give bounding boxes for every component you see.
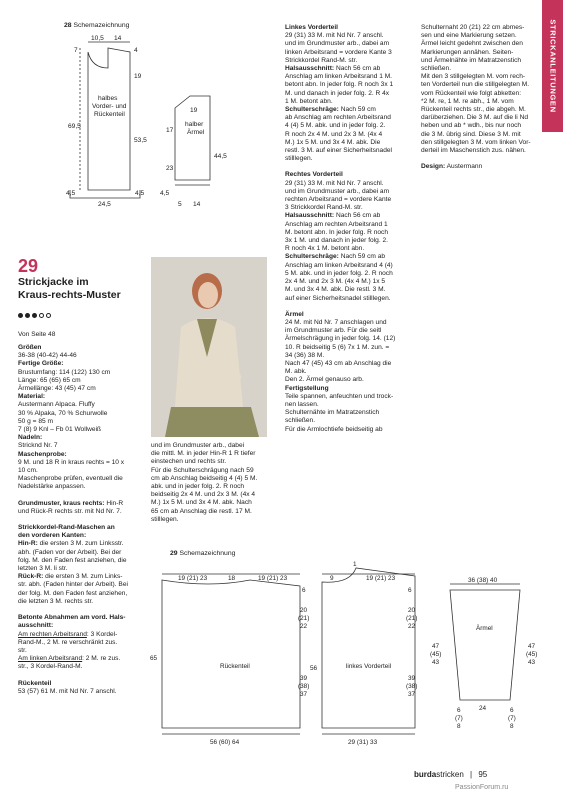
text-line: Rückenteil rechts str., die abgeh. M. (421, 106, 526, 114)
dim-sleeve-4-5: 4,5 (160, 190, 170, 197)
design-label: Design: (421, 163, 446, 171)
text-line: Ärmelschrägung in jeder folg. 14. (12) (285, 335, 396, 343)
text-line: derteil im Maschenstich zus. nähen. (421, 147, 526, 155)
text-line: str., 3 Kordel-Rand-M. (18, 663, 83, 671)
dim-sleeve-bottom-left: 8 (457, 723, 461, 730)
heading-gauge: Maschenprobe: (18, 450, 67, 458)
difficulty-dot-filled (18, 313, 23, 318)
text-line: letzten 3 M. li str. (18, 565, 68, 573)
text-line: Nadelstärke anpassen. (18, 483, 86, 491)
text-line: M.) 1x 5 M. und 3x 4 M. abk. Nach (151, 499, 252, 507)
text-span: Nach 56 cm ab (334, 65, 381, 73)
text-line: schließen. (421, 65, 452, 73)
text-line: heben und ab * wdh., bis nur noch (421, 122, 522, 130)
text-line: *2 M. re, 1 M. re abh., 1 M. vom (421, 97, 514, 105)
schema-label: Schemazeichnung (179, 550, 236, 557)
sizes-text: 36-38 (40-42) 44-46 (18, 352, 77, 360)
text-line: Anschlag am linken Arbeitsrand 1 M. (285, 73, 393, 81)
dim-sleeve-bottom-left: (7) (455, 715, 463, 722)
text-line: der folg. M. den Faden fest anziehen, (18, 589, 128, 597)
heading-sleeve: Ärmel (285, 310, 304, 318)
dim-front-bottom: 29 (31) 33 (348, 739, 378, 746)
dim-sleeve-17: 17 (166, 127, 174, 134)
schema-number: 29 (170, 550, 178, 557)
dim-14: 14 (114, 35, 122, 42)
piece-name-left-front: linkes Vorderteil (346, 663, 392, 670)
dim-69-5: 69,5 (68, 123, 81, 130)
text-line: Für die Armlochtiefe beidseitig ab (285, 425, 383, 433)
text-line: Den 2. Ärmel genauso arb. (285, 376, 364, 384)
dim-sleeve-top: 36 (38) 40 (468, 577, 498, 584)
text-line: Brustumfang: 114 (122) 130 cm (18, 368, 111, 376)
text-line: abh. (Faden vor der Arbeit). Bei der (18, 548, 122, 556)
heading-sizes: Größen (18, 344, 42, 351)
text-line: sen und eine Markierung setzen. (421, 32, 517, 40)
text-span: Nach 56 cm ab (334, 212, 381, 220)
text-line: und Rück-R rechts str. mit Nd Nr. 7. (18, 507, 122, 515)
text-line: Länge: 65 (65) 65 cm (18, 376, 81, 384)
text-line: den stillgelegten 3 M. vom linken Vor- (421, 138, 531, 146)
dim-sleeve-left: 47 (432, 643, 440, 650)
dim-front-side: 20 (408, 607, 416, 614)
text-line: Rand-M., 2 M. re verschränkt zus. (18, 638, 118, 646)
page-number: 95 (478, 770, 488, 779)
text-line: Stricknd Nr. 7 (18, 442, 58, 450)
text-line: R noch 2x 4 M. und 2x 3 M. (4x 4 (285, 130, 383, 138)
text-line: betont abn. In jeder folg. R noch 3x 1 (285, 81, 394, 89)
pattern-header (18, 256, 140, 339)
text-line: und im Grundmuster arb., dabei am (285, 40, 390, 48)
dim-back-lower: (38) (298, 683, 310, 690)
text-line: darüberziehen. Die 3 M. auf die li Nd (421, 114, 529, 122)
part-label-line: halbes (98, 95, 118, 102)
dim-sleeve-44-5: 44,5 (214, 153, 227, 160)
text-line: und im Grundmuster arb., dabei (151, 442, 245, 449)
part-label-line: halber (185, 121, 204, 128)
dim-sleeve-right: 47 (528, 643, 536, 650)
photo-illustration (151, 257, 267, 437)
heading-basic-pattern: Grundmuster, kraus rechts: (18, 499, 105, 507)
text-line: 29 (31) 33 M. mit Nd Nr. 7 anschl. (285, 32, 384, 40)
dim-sleeve-5: 5 (178, 201, 182, 208)
part-label-line: Rückenteil (94, 111, 125, 118)
dim-sleeve-right: (45) (526, 651, 538, 658)
dim-back-side: (21) (298, 615, 310, 622)
difficulty-dot-filled (32, 313, 37, 318)
text-line: Markierungen annähen. Seiten- (421, 48, 514, 56)
schema-29-title (170, 550, 235, 557)
dim-sleeve-19: 19 (190, 107, 198, 114)
text-line: 24 M. mit Nd Nr. 7 anschlagen und (285, 318, 387, 326)
dim-sleeve-left: 43 (432, 659, 440, 666)
text-line: und im Grundmuster arb., dabei am (285, 187, 390, 195)
part-label-line: Ärmel (187, 129, 205, 136)
dim-front-side: (21) (406, 615, 418, 622)
heading-cord-edge: den vorderen Kanten: (18, 532, 87, 540)
text-line: auf einer Sicherheitsnadel stilllegen. (285, 294, 391, 302)
dim-sleeve-14: 14 (193, 201, 201, 208)
text-line: 29 (31) 33 M. mit Nd Nr. 7 anschl. (285, 179, 384, 187)
text-line: die letzten 3 M. rechts str. (18, 597, 94, 605)
difficulty-dot-empty (46, 313, 51, 318)
dim-front-9: 9 (330, 575, 334, 582)
text-span: Nach 59 cm ab (338, 253, 386, 261)
text-line: rechten Arbeitsrand = vordere Kante (285, 196, 392, 204)
text-line: 3 Strickkordel Rand-M. str. (285, 204, 363, 212)
dim-4-5-left: 4,5 (66, 190, 76, 197)
dim-back-side: 22 (300, 623, 308, 630)
pattern-title-line2: Kraus-rechts-Muster (18, 289, 121, 301)
text-line: M. abk. (285, 368, 307, 376)
text-line: ten Vorderteil nun die stillgelegten M. (421, 81, 530, 89)
heading-back: Rückenteil (18, 679, 52, 687)
text-line: Ärmel leicht gedehnt zwischen den (421, 40, 523, 48)
schema-number: 28 (64, 22, 72, 29)
dim-front-1: 1 (353, 561, 357, 568)
label-right-side-row: Hin-R: (18, 540, 38, 548)
dim-front-lower: 39 (408, 675, 416, 682)
heading-left-front: Linkes Vorderteil (285, 24, 339, 31)
dim-24-5: 24,5 (98, 201, 111, 208)
text-line: 10. R beidseitig 5 (6) 7x 1 M. zun. = (285, 343, 390, 351)
schema-28-title (64, 22, 129, 29)
text-line: Teile spannen, anfeuchten und trock- (285, 392, 394, 400)
text-line: M. und danach in jeder folg. 2. R 4x (285, 89, 390, 97)
model-photo (151, 257, 267, 437)
section-tab (542, 0, 563, 132)
left-front-outline (322, 568, 418, 728)
dim-back-lower: 39 (300, 675, 308, 682)
label-right-edge: Am rechten Arbeitsrand (18, 630, 87, 638)
label-neckline: Halsausschnitt: (285, 65, 335, 73)
difficulty-dot-empty (39, 313, 44, 318)
text-line: schließen. (285, 417, 316, 425)
text-line: einstechen und rechts str. (151, 458, 227, 466)
text-line: 53 (57) 61 M. mit Nd Nr. 7 anschl. (18, 687, 117, 695)
dim-7: 7 (74, 47, 78, 54)
dim-sleeve-bottom-right: 6 (510, 707, 514, 714)
text-span: die ersten 3 M. zum Links- (43, 573, 123, 581)
text-line: restl. 3 M. auf einer Sicherheitsnadel (285, 147, 393, 155)
column-3 (285, 24, 413, 434)
text-line: Schulternähte im Matratzenstich (285, 409, 380, 417)
dim-sleeve-bottom-left: 6 (457, 707, 461, 714)
text-span: : 3 Kordel- (86, 630, 118, 638)
dim-back-65: 65 (150, 655, 158, 662)
dim-sleeve-bottom-middle: 24 (479, 705, 487, 712)
text-line: Anschlag am linken Arbeitsrand 4 (4) (285, 261, 393, 269)
text-line: cm ab Anschlag beidseitig 4 (4) 5 M. (151, 474, 258, 482)
text-line: Anschlag am rechten Arbeitsrand 1 (285, 220, 388, 228)
text-line: M. und 3x 4 M. abk. Die restl. 3 M. (285, 286, 386, 294)
dim-back-bottom: 56 (60) 64 (210, 739, 240, 746)
text-line: str. abh. (Faden hinter der Arbeit). Bei (18, 581, 128, 589)
piece-name-back: Rückenteil (220, 663, 250, 670)
text-line: Maschenprobe prüfen, eventuell die (18, 475, 123, 483)
text-line: Strickkordel Rand-M. str. (285, 56, 358, 64)
text-line: 30 % Alpaka, 70 % Schurwolle (18, 409, 108, 417)
text-line: ab Anschlag am rechten Arbeitsrand (285, 114, 391, 122)
schema-28-drawing (40, 30, 250, 220)
heading-right-front: Rechtes Vorderteil (285, 171, 343, 179)
dim-back-6: 6 (302, 587, 306, 594)
text-span: : 2 M. re zus. (82, 655, 121, 663)
brand-bold: burda (414, 770, 437, 779)
text-span: Hin-R (104, 499, 124, 507)
text-line: die 3 M. übrig sind. Diese 3 M. mit (421, 130, 521, 138)
text-line: die mittl. M. in jeder Hin-R 1 R tiefer (151, 450, 256, 458)
schema-label: Schemazeichnung (73, 22, 130, 29)
text-line: 65 cm ab Anschlag die restl. 17 M. (151, 507, 252, 515)
text-line: Nach 47 (45) 43 cm ab Anschlag die (285, 359, 392, 367)
text-line: linken Arbeitsrand = vordere Kante 3 (285, 48, 392, 56)
label-wrong-side-row: Rück-R: (18, 573, 44, 581)
column-1 (18, 344, 146, 696)
text-line: 2x 4 M. und 2x 3 M. (4x 4 M.) 1x 5 (285, 278, 386, 286)
label-shoulder: Schulterschräge: (285, 253, 339, 261)
page-reference: Von Seite 48 (18, 331, 56, 338)
heading-needles: Nadeln: (18, 434, 43, 442)
dim-sleeve-left: (45) (430, 651, 442, 658)
dim-front-lower: 37 (408, 691, 416, 698)
text-line: Für die Schulterschrägung nach 59 (151, 466, 254, 474)
text-line: M.) 1x 5 M. und 3x 4 M. abk. Die (285, 138, 381, 146)
text-line: nen lassen. (285, 400, 319, 408)
heading-decreases: Betonte Abnahmen am vord. Hals- (18, 614, 126, 622)
label-neckline: Halsausschnitt: (285, 212, 335, 220)
pattern-title-line1: Strickjacke im (18, 276, 89, 288)
text-line: folg. M. den Faden fest anziehen, die (18, 556, 127, 564)
brand-name: stricken (436, 770, 464, 779)
text-line: 10 cm. (18, 467, 38, 475)
text-line: Ärmellänge: 43 (45) 47 cm (18, 385, 96, 393)
text-line: und Ärmelnähte im Matratzenstich (421, 56, 522, 64)
text-line: abk. und in jeder folg. 2. R noch (151, 483, 245, 491)
dim-front-top: 19 (21) 23 (366, 575, 396, 582)
dim-19: 19 (134, 73, 142, 80)
designer-name: Austermann (445, 163, 483, 171)
text-line: beidseitig 2x 4 M. und 2x 3 M. (4x 4 (151, 491, 256, 499)
column-4 (421, 24, 539, 171)
text-line: Schulternaht 20 (21) 22 cm abmes- (421, 24, 525, 31)
dim-back-top-right: 19 (21) 23 (258, 575, 288, 582)
heading-cord-edge: Strickkordel-Rand-Maschen an (18, 524, 115, 532)
label-left-edge: Am linken Arbeitsrand (18, 655, 83, 663)
dim-sleeve-23: 23 (166, 165, 174, 172)
watermark: PassionForum.ru (455, 784, 509, 791)
sleeve-outline-29 (450, 590, 520, 700)
heading-decreases: ausschnitt: (18, 622, 54, 630)
text-line: 5 M. abk. und in jeder folg. 2. R noch (285, 269, 393, 277)
dim-front-lower: (38) (406, 683, 418, 690)
heading-material: Material: (18, 393, 46, 401)
text-line: vom Rückenteil wie folgt abketten: (421, 89, 522, 97)
heading-finished-size: Fertige Größe: (18, 360, 64, 368)
dim-front-56: 56 (310, 665, 318, 672)
heading-finishing: Fertigstellung (285, 384, 329, 392)
text-line: stilllegen. (285, 155, 313, 163)
text-line: 9 M. und 18 R in kraus rechts = 10 x (18, 458, 125, 466)
dim-front-side: 22 (408, 623, 416, 630)
text-span: Nach 59 cm (338, 106, 376, 114)
text-line: R noch 4x 1 M. betont abn. (285, 245, 365, 253)
front-outline (88, 48, 130, 190)
pattern-number: 29 (18, 256, 39, 276)
dim-53-5: 53,5 (134, 137, 147, 144)
dim-sleeve-bottom-right: (7) (508, 715, 516, 722)
part-label-line: Vorder- und (92, 103, 127, 110)
text-line: stilllegen. (151, 515, 179, 523)
dim-sleeve-bottom-right: 8 (510, 723, 514, 730)
section-tab-label: STRICKANLEITUNGEN (548, 19, 557, 113)
dim-back-lower: 37 (300, 691, 308, 698)
difficulty-rating (18, 307, 140, 325)
back-outline (162, 580, 300, 728)
text-line: Austermann Alpaca. Fluffy (18, 401, 95, 409)
text-line: im Grundmuster arb. Für die seitl (285, 327, 382, 335)
dim-4-5-right: 4,5 (135, 190, 145, 197)
schema-29-drawing (150, 560, 550, 750)
text-line: 50 g = 85 m (18, 417, 54, 425)
label-shoulder: Schulterschräge: (285, 106, 339, 114)
page-footer: burdastricken | 95 (414, 770, 488, 779)
text-line: 1 M. betont abn. (285, 97, 333, 105)
dim-back-side: 20 (300, 607, 308, 614)
dim-4: 4 (134, 47, 138, 54)
dim-back-top-middle: 18 (228, 575, 236, 582)
dim-back-top-left: 19 (21) 23 (178, 575, 208, 582)
text-line: 4 (4) 5 M. abk. und in jeder folg. 2. (285, 122, 386, 130)
column-2 (151, 442, 271, 524)
dim-sleeve-right: 43 (528, 659, 536, 666)
text-line: M. betont abn. In jeder folg. R noch (285, 228, 388, 236)
text-line: 3x 1 M. und danach in jeder folg. 2. (285, 237, 389, 245)
difficulty-dot-filled (25, 313, 30, 318)
text-line: 7 (8) 9 Knl – Fb 01 Wollweiß (18, 426, 102, 434)
piece-name-sleeve: Ärmel (476, 625, 493, 632)
text-line: Mit den 3 stillgelegten M. vom rech- (421, 73, 526, 81)
dim-front-6: 6 (408, 587, 412, 594)
dim-neck: 10,5 (91, 35, 104, 42)
text-line: 34 (36) 38 M. (285, 351, 325, 359)
text-span: die ersten 3 M. zum Linksstr. (37, 540, 124, 548)
text-line: str. (18, 646, 27, 654)
